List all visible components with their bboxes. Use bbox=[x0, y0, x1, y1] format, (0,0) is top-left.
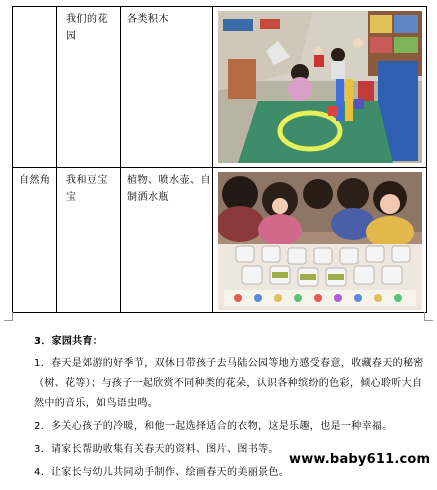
row2-area: 自然角 bbox=[19, 175, 51, 186]
activity-table bbox=[12, 6, 427, 313]
row-divider bbox=[13, 167, 426, 168]
site-watermark: www.baby611.com bbox=[289, 452, 431, 467]
row1-materials: 各类积木 bbox=[127, 14, 169, 25]
row1-activity: 我们的花园 bbox=[66, 14, 108, 42]
classroom-blocks-photo bbox=[218, 11, 422, 163]
col-divider-2 bbox=[120, 7, 121, 312]
crop-mark-right bbox=[424, 312, 433, 321]
section-item-2: 2．多关心孩子的冷暖，和他一起选择适合的衣物，这是乐趣，也是一种幸福。 bbox=[34, 421, 393, 432]
row2-materials: 植物、喷水壶、自制洒水瓶 bbox=[127, 175, 211, 203]
section-item-3: 3．请家长帮助收集有关春天的资料、图片、图书等。 bbox=[34, 444, 279, 455]
section-title: 3．家园共育： bbox=[34, 336, 104, 347]
col-divider-1 bbox=[56, 7, 57, 312]
section-item-1: 1．春天是郊游的好季节，双休日带孩子去马陆公园等地方感受春意，收藏春天的秘密（树、花等）；与孩子一起欣赏不同种类的花朵，认识各种缤纷的色彩，倾心聆听大自然中的音乐，如鸟语虫鸣。 bbox=[34, 358, 424, 409]
children-plants-photo bbox=[218, 172, 422, 310]
col-divider-3 bbox=[212, 7, 213, 312]
section-item-4: 4．让家长与幼儿共同动手制作、绘画春天的美丽景色。 bbox=[34, 467, 290, 478]
row2-activity: 我和豆宝宝 bbox=[66, 175, 108, 203]
crop-mark-left bbox=[4, 312, 13, 321]
